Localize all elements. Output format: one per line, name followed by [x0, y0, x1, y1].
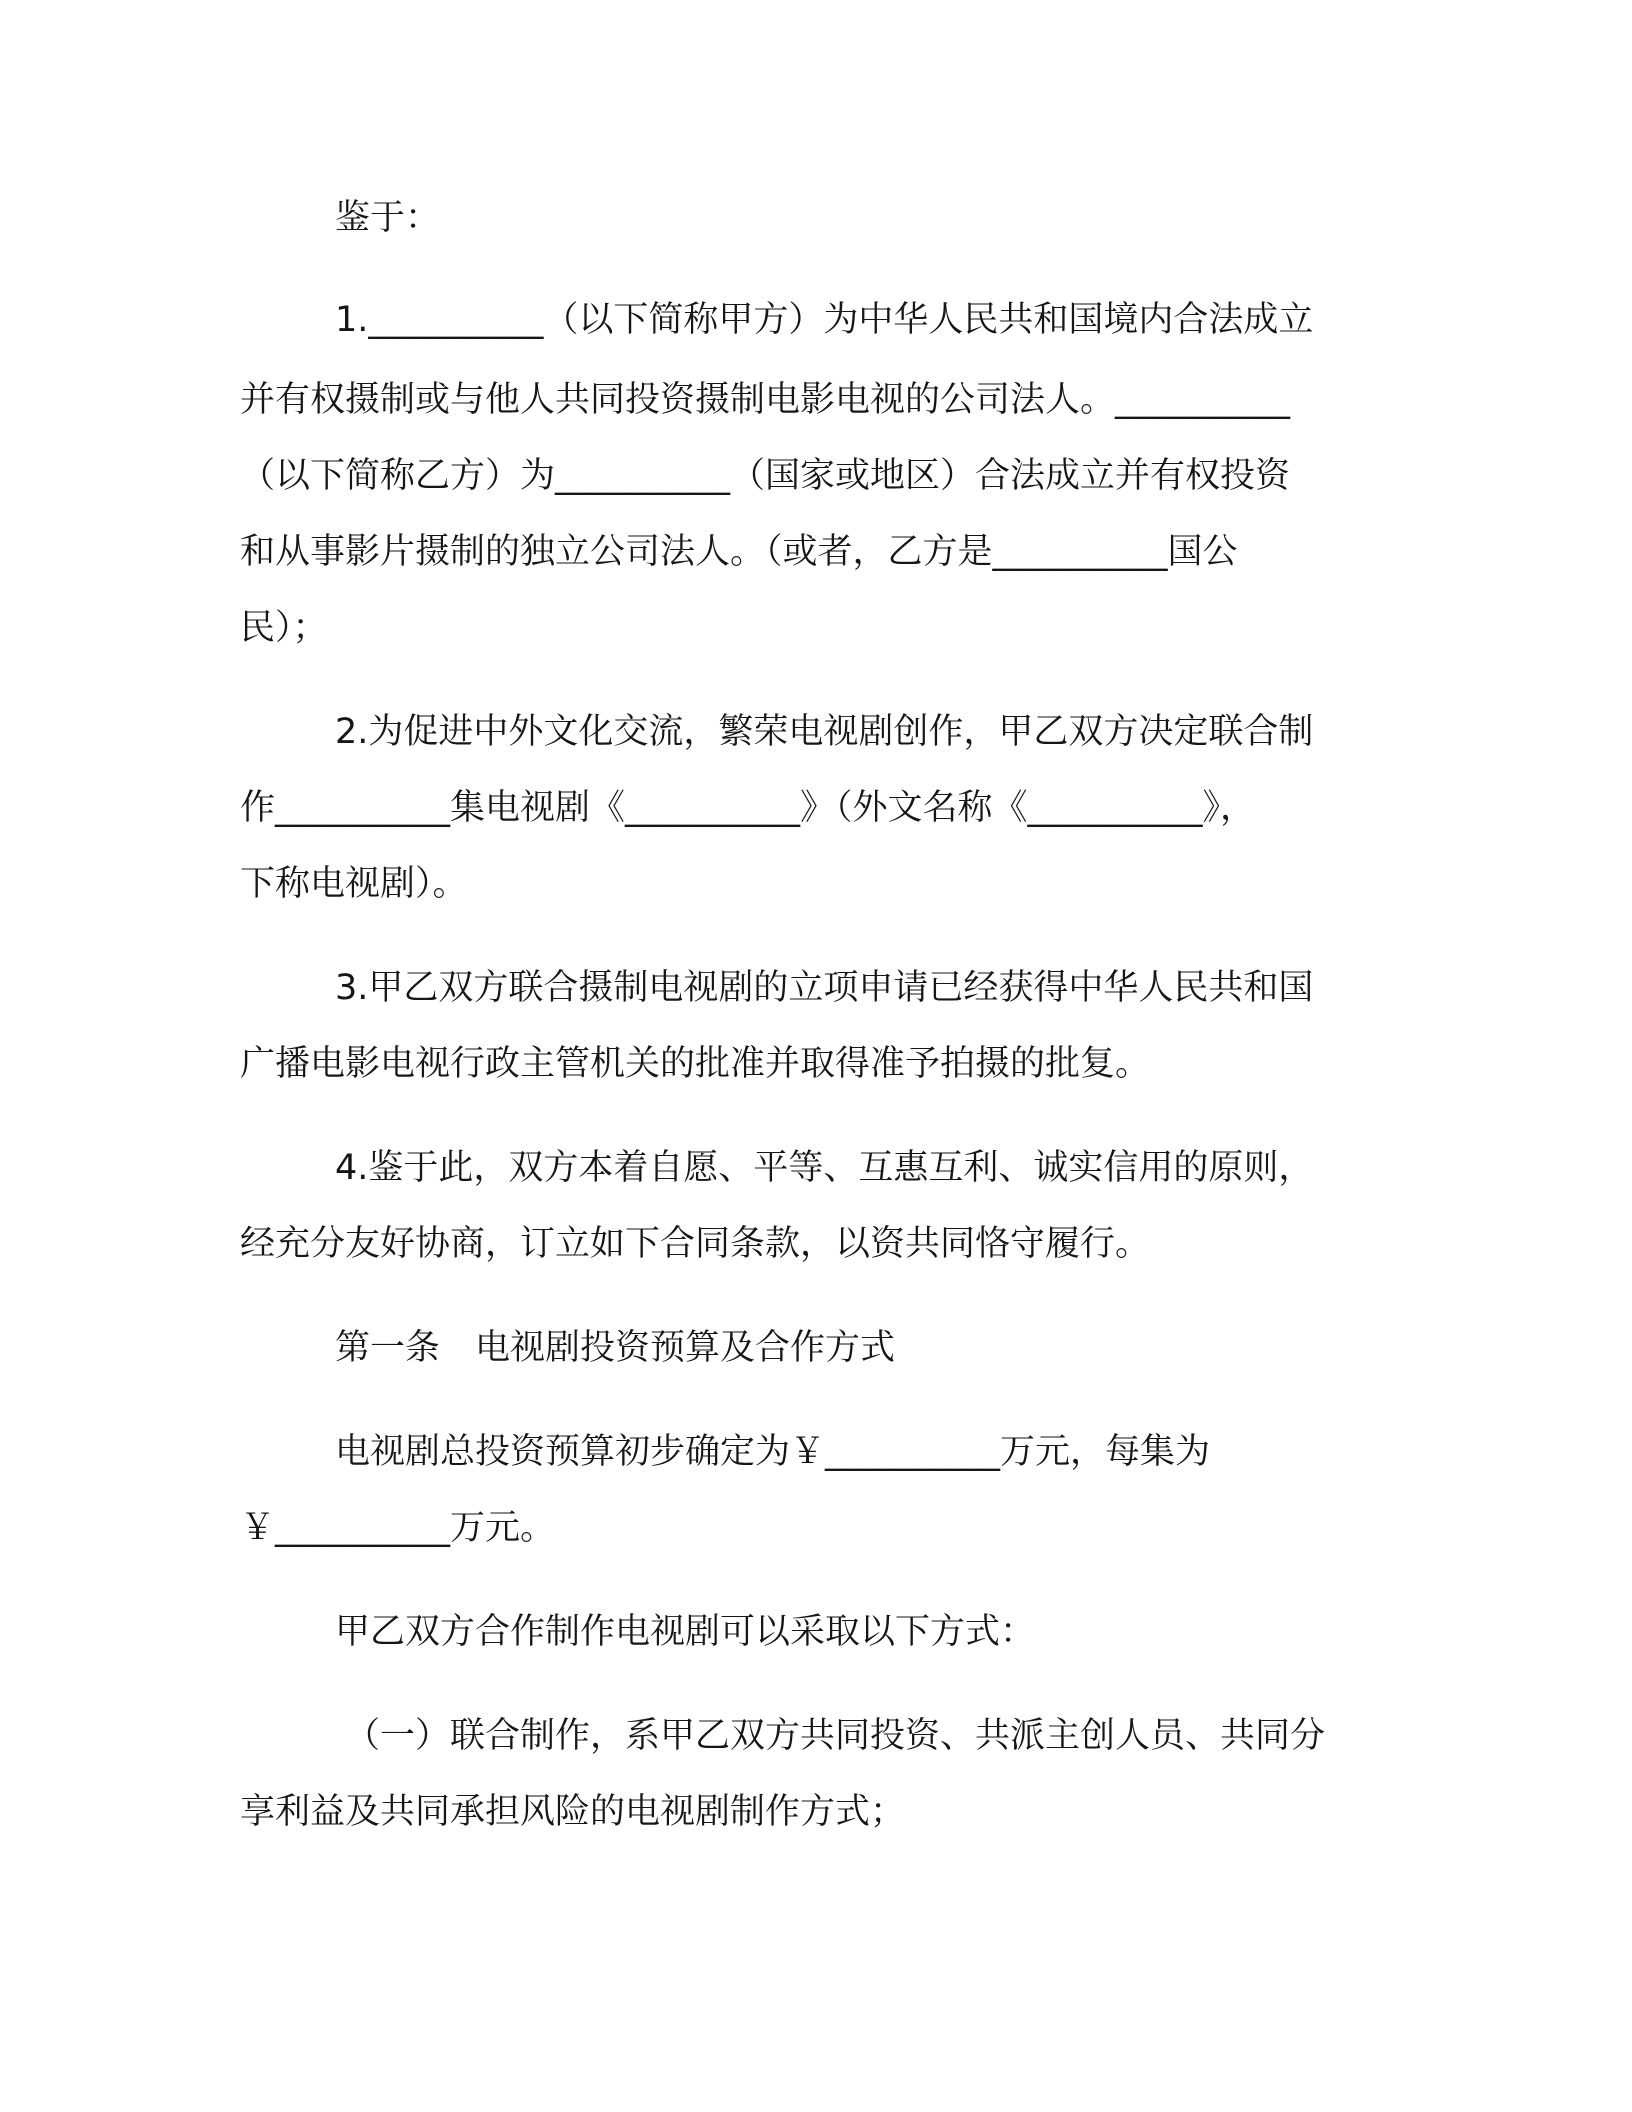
budget-line-2: ￥__________万元。: [240, 1508, 556, 1548]
paragraph-4-line-1: 4.鉴于此，双方本着自愿、平等、互惠互利、诚实信用的原则，: [335, 1148, 1314, 1188]
method-1-line-2: 享利益及共同承担风险的电视剧制作方式；: [240, 1792, 906, 1832]
paragraph-1-line-1: 1.__________（以下简称甲方）为中华人民共和国境内合法成立: [335, 300, 1314, 340]
paragraph-1-line-5: 民）；: [240, 608, 328, 648]
article-heading: 第一条 电视剧投资预算及合作方式: [335, 1328, 896, 1368]
budget-line-1: 电视剧总投资预算初步确定为￥__________万元，每集为: [335, 1432, 1211, 1472]
paragraph-intro: 鉴于：: [335, 198, 441, 238]
paragraph-1-line-4: 和从事影片摄制的独立公司法人。（或者，乙方是__________国公: [240, 532, 1238, 572]
paragraph-4-line-2: 经充分友好协商，订立如下合同条款，以资共同恪守履行。: [240, 1224, 1151, 1264]
paragraph-2-line-3: 下称电视剧）。: [240, 864, 468, 904]
method-1-line-1: （一）联合制作，系甲乙双方共同投资、共派主创人员、共同分: [345, 1716, 1326, 1756]
cooperation-methods-intro: 甲乙双方合作制作电视剧可以采取以下方式：: [335, 1612, 1036, 1652]
paragraph-2-line-2: 作__________集电视剧《__________》（外文名称《__________》，: [240, 788, 1256, 828]
paragraph-3-line-2: 广播电影电视行政主管机关的批准并取得准予拍摄的批复。: [240, 1044, 1151, 1084]
paragraph-1-line-3: （以下简称乙方）为__________（国家或地区）合法成立并有权投资: [240, 456, 1291, 496]
paragraph-2-line-1: 2.为促进中外文化交流，繁荣电视剧创作，甲乙双方决定联合制: [335, 712, 1314, 752]
paragraph-3-line-1: 3.甲乙双方联合摄制电视剧的立项申请已经获得中华人民共和国: [335, 968, 1314, 1008]
paragraph-1-line-2: 并有权摄制或与他人共同投资摄制电影电视的公司法人。__________: [240, 380, 1291, 420]
